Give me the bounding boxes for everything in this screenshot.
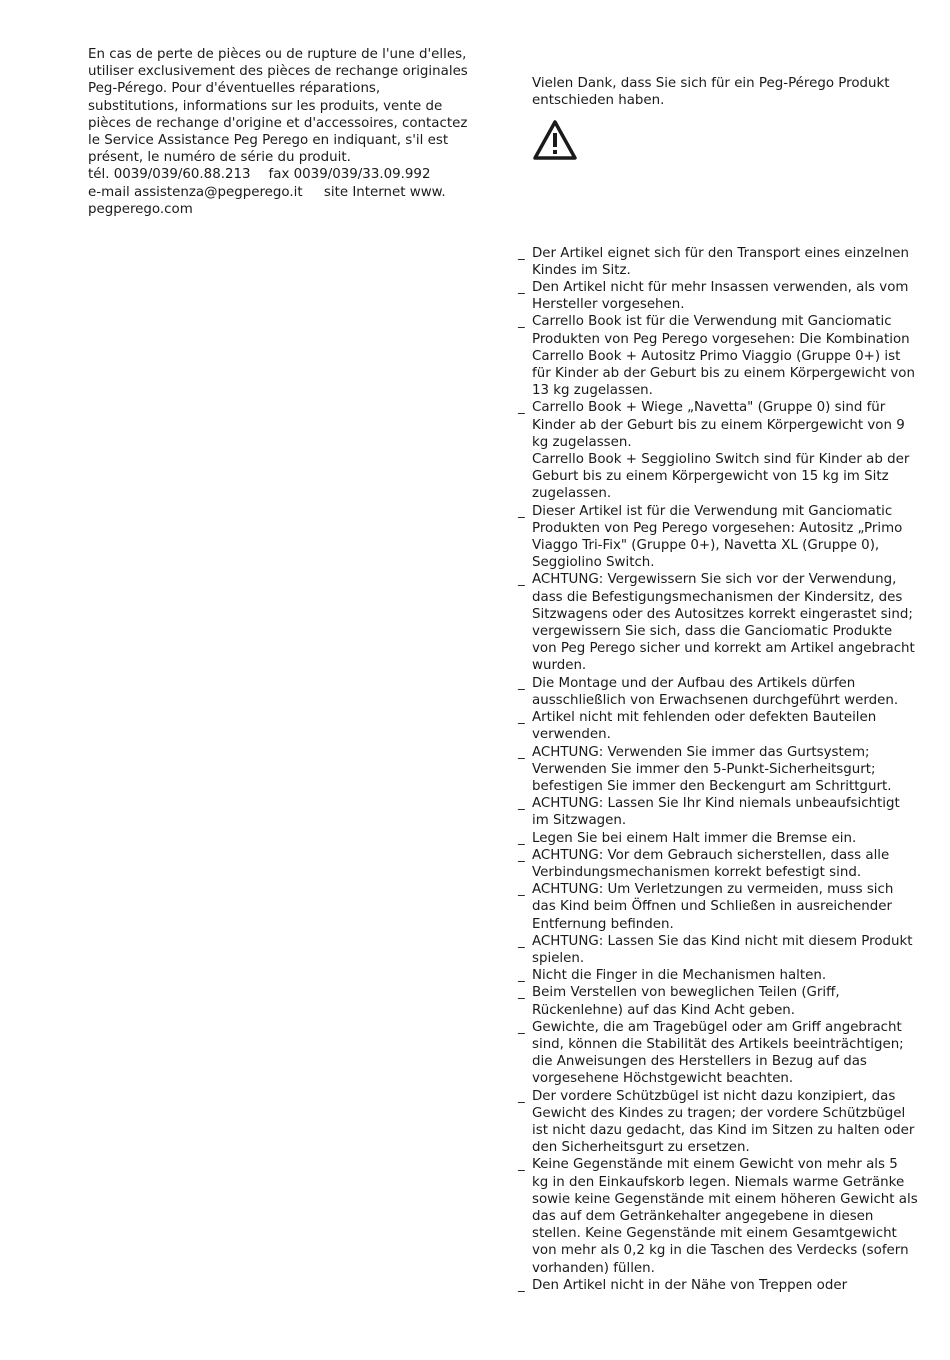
list-item: _ Legen Sie bei einem Halt immer die Bremse ein.	[518, 830, 857, 846]
list-item: _ Der vordere Schützbügel ist nicht dazu konzipiert, das Gewicht des Kindes zu tragen; der vordere Schützbügel ist nicht dazu gedacht, das Kind im Sitzen zu halten oder den Sicherheitsgurt zu ersetzen.	[518, 1088, 915, 1156]
list-item: _ Dieser Artikel ist für die Verwendung mit Ganciomatic Produkten von Peg Perego vorgesehen: Autositz „Primo Viaggo Tri-Fix" (Gruppe 0+), Navetta XL (Gruppe 0), Seggiolino Switch.	[518, 503, 903, 571]
list-item: _ Gewichte, die am Tragebügel oder am Griff angebracht sind, können die Stabilität des Artikels beeinträchtigen; die Anweisungen des Herstellers in Bezug auf das vorgesehene Höchstgewicht beachten.	[518, 1019, 904, 1087]
fax-number: fax 0039/039/33.09.992	[268, 167, 431, 183]
list-item: _ Den Artikel nicht für mehr Insassen verwenden, als vom Hersteller vorgesehen.	[518, 280, 909, 313]
safety-warnings-list	[518, 245, 918, 1294]
list-item: _ Beim Verstellen von beweglichen Teilen (Griff, Rückenlehne) auf das Kind Acht geben.	[518, 985, 840, 1018]
list-item: _ ACHTUNG: Lassen Sie Ihr Kind niemals unbeaufsichtigt im Sitzwagen.	[518, 796, 900, 829]
list-item: _ ACHTUNG: Um Verletzungen zu vermeiden, muss sich das Kind beim Öffnen und Schließen in ausreichender Entfernung befinden.	[518, 882, 894, 932]
list-item: _ Nicht die Finger in die Mechanismen halten.	[518, 968, 827, 984]
list-item: _ ACHTUNG: Vergewissern Sie sich vor der Verwendung, dass die Befestigungsmechanismen der Kindersitz, des Sitzwagens oder des Autositzes korrekt eingerastet sind; vergewissern Sie sich, dass die Ganciomatic Produkte von Peg Perego sicher und korrekt am Artikel angebracht wurden.	[518, 572, 915, 674]
phone-number: tél. 0039/039/60.88.213	[88, 167, 251, 183]
list-item: _ ACHTUNG: Verwenden Sie immer das Gurtsystem; Verwenden Sie immer den 5-Punkt-Sicherheitsgurt; befestigen Sie immer den Beckengurt am Schrittgurt.	[518, 744, 892, 794]
thank-you-intro: Vielen Dank, dass Sie sich für ein Peg-Pérego Produkt entschieden haben.	[532, 76, 890, 109]
right-column	[518, 75, 918, 1294]
list-item: _ Den Artikel nicht in der Nähe von Treppen oder	[518, 1277, 848, 1293]
list-item: _ Die Montage und der Aufbau des Artikels dürfen ausschließlich von Erwachsenen durchgeführt werden.	[518, 675, 899, 708]
list-item: _ Carrello Book ist für die Verwendung mit Ganciomatic Produkten von Peg Perego vorgesehen: Die Kombination Carrello Book + Autositz Primo Viaggio (Gruppe 0+) ist für Kinder ab der Geburt bis zu einem Körpergewicht von 13 kg zugelassen.	[518, 314, 915, 399]
list-item: _ Keine Gegenstände mit einem Gewicht von mehr als 5 kg in den Einkaufskorb legen. Niemals warme Getränke sowie keine Gegenstände mit einem höheren Gewicht als das auf dem Getränkehalter angegebene in diesen stellen. Keine Gegenstände mit einem Gesamtgewicht von mehr als 0,2 kg in die Taschen des Verdecks (sofern vorhanden) füllen.	[518, 1157, 918, 1276]
contact-line	[88, 166, 468, 183]
email-address: e-mail assistenza@pegperego.it	[88, 184, 303, 200]
list-item: _ ACHTUNG: Vor dem Gebrauch sicherstellen, dass alle Verbindungsmechanismen korrekt befestigt sind.	[518, 847, 890, 880]
list-item: _ Carrello Book + Wiege „Navetta" (Gruppe 0) sind für Kinder ab der Geburt bis zu einem Körpergewicht von 9 kg zugelassen. Carrello Book + Seggiolino Switch sind für Kinder ab der Geburt bis zu einem Körpergewicht von 15 kg im Sitz zugelassen.	[518, 400, 910, 502]
list-item: _ Der Artikel eignet sich für den Transport eines einzelnen Kindes im Sitz.	[518, 245, 910, 278]
left-column	[88, 46, 468, 218]
contact-email-site	[88, 184, 468, 218]
website: site Internet www. pegperego.com	[88, 184, 446, 217]
spare-parts-paragraph: En cas de perte de pièces ou de rupture de l'une d'elles, utiliser exclusivement des pièces de rechange originales Peg-Pérego. Pour d'éventuelles réparations, substitutions, informations sur les produits, vente de pièces de rechange d'origine et d'accessoires, contactez le Service Assistance Peg Perego en indiquant, s'il est présent, le numéro de série du produit.	[88, 47, 468, 166]
list-item: _ Artikel nicht mit fehlenden oder defekten Bauteilen verwenden.	[518, 710, 877, 743]
list-item: _ ACHTUNG: Lassen Sie das Kind nicht mit diesem Produkt spielen.	[518, 933, 913, 966]
warning-triangle-icon	[532, 119, 578, 161]
